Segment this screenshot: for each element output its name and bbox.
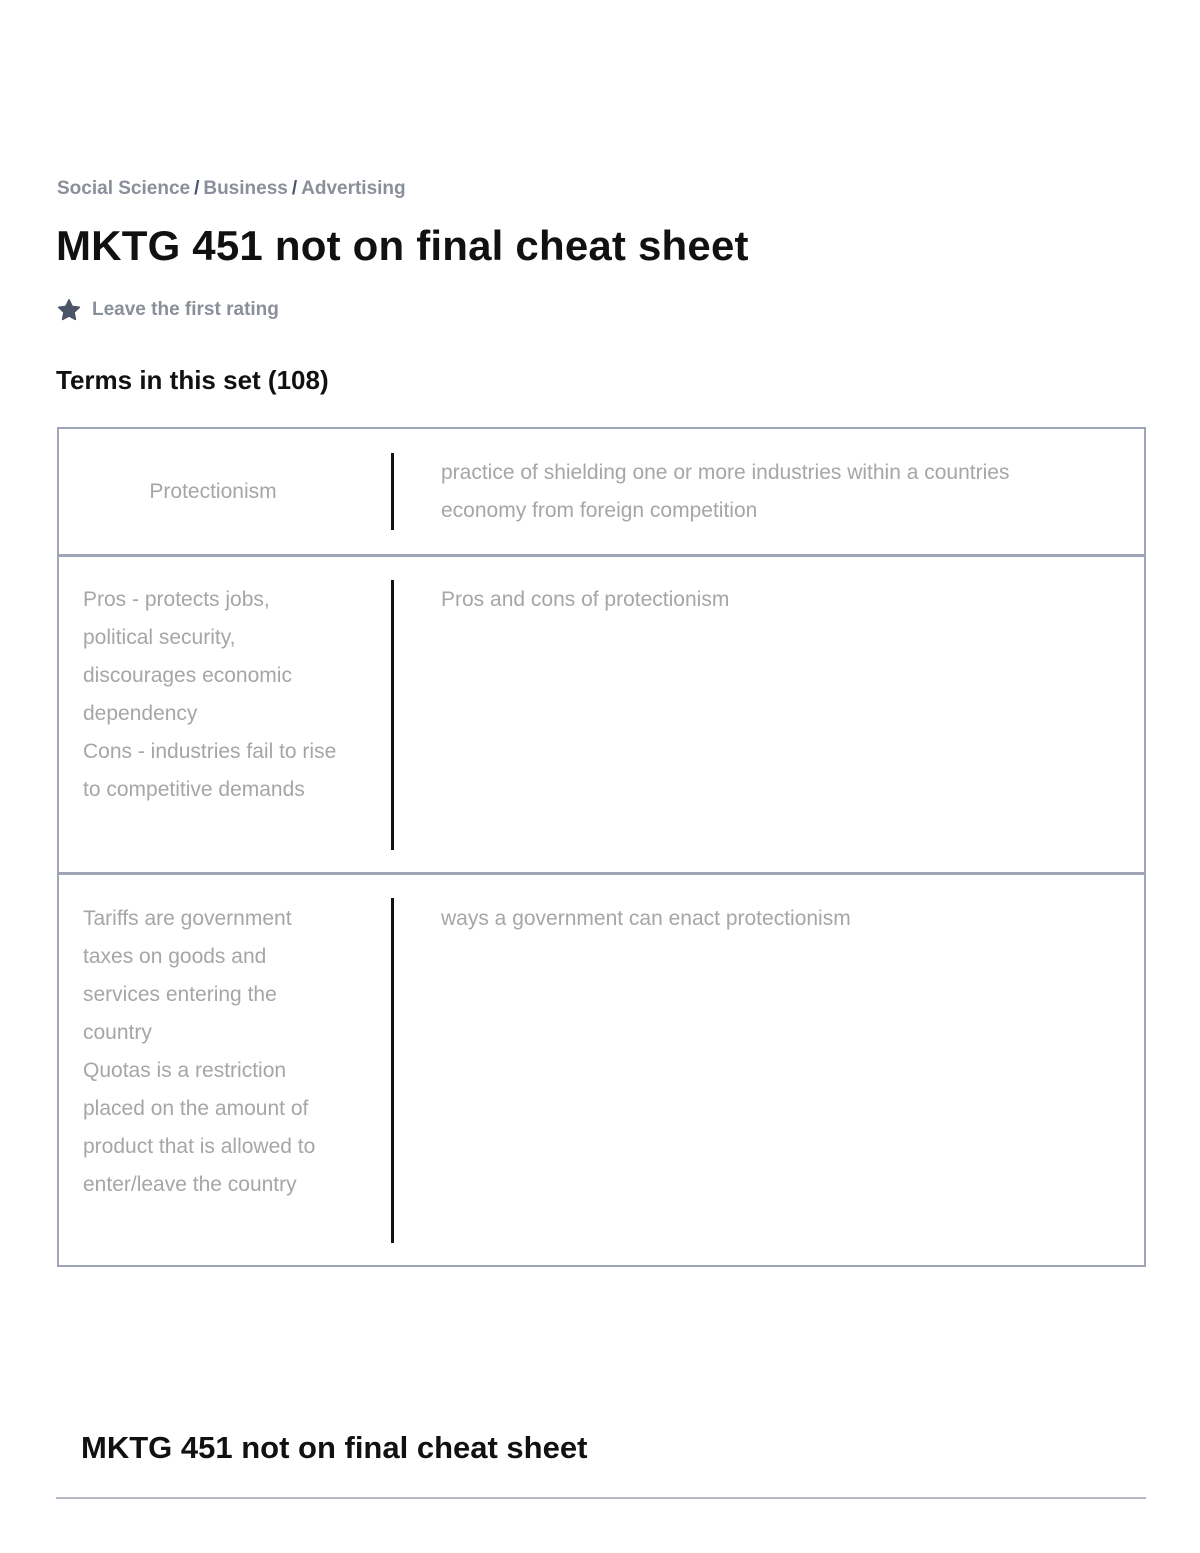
definition-text: Pros and cons of protectionism: [441, 588, 730, 611]
breadcrumb-separator: /: [291, 178, 298, 199]
breadcrumb-social-science[interactable]: Social Science: [57, 178, 191, 199]
column-divider: [391, 580, 394, 850]
star-icon: [57, 298, 81, 322]
footer-title: MKTG 451 not on final cheat sheet: [81, 1430, 588, 1465]
breadcrumb-separator: /: [194, 178, 200, 199]
breadcrumb-business[interactable]: Business: [203, 178, 288, 199]
term-row[interactable]: [59, 429, 1144, 554]
term-text: Tariffs are government taxes on goods and services entering the country Quotas is a restriction placed on the amount of product that is allowed to enter/leave the country: [83, 907, 316, 1196]
definition-text: practice of shielding one or more industries within a countries economy from foreign competition: [441, 461, 1010, 522]
term-row[interactable]: [59, 872, 1144, 1265]
terms-table: [57, 427, 1146, 1267]
column-divider: [391, 898, 394, 1243]
page-title: MKTG 451 not on final cheat sheet: [56, 222, 749, 269]
rating-label: Leave the first rating: [92, 299, 279, 320]
definition-text: ways a government can enact protectionism: [441, 907, 851, 930]
footer-divider: [56, 1497, 1146, 1499]
rating-link[interactable]: [57, 298, 279, 322]
terms-heading: Terms in this set (108): [56, 365, 329, 395]
term-text: Pros - protects jobs, political security, discourages economic dependency Cons - industries fail to rise to competitive demands: [83, 588, 337, 801]
term-row[interactable]: [59, 554, 1144, 872]
column-divider: [391, 453, 394, 530]
term-text: Protectionism: [149, 480, 277, 503]
breadcrumb-advertising[interactable]: Advertising: [301, 178, 406, 199]
breadcrumb: [57, 178, 406, 200]
